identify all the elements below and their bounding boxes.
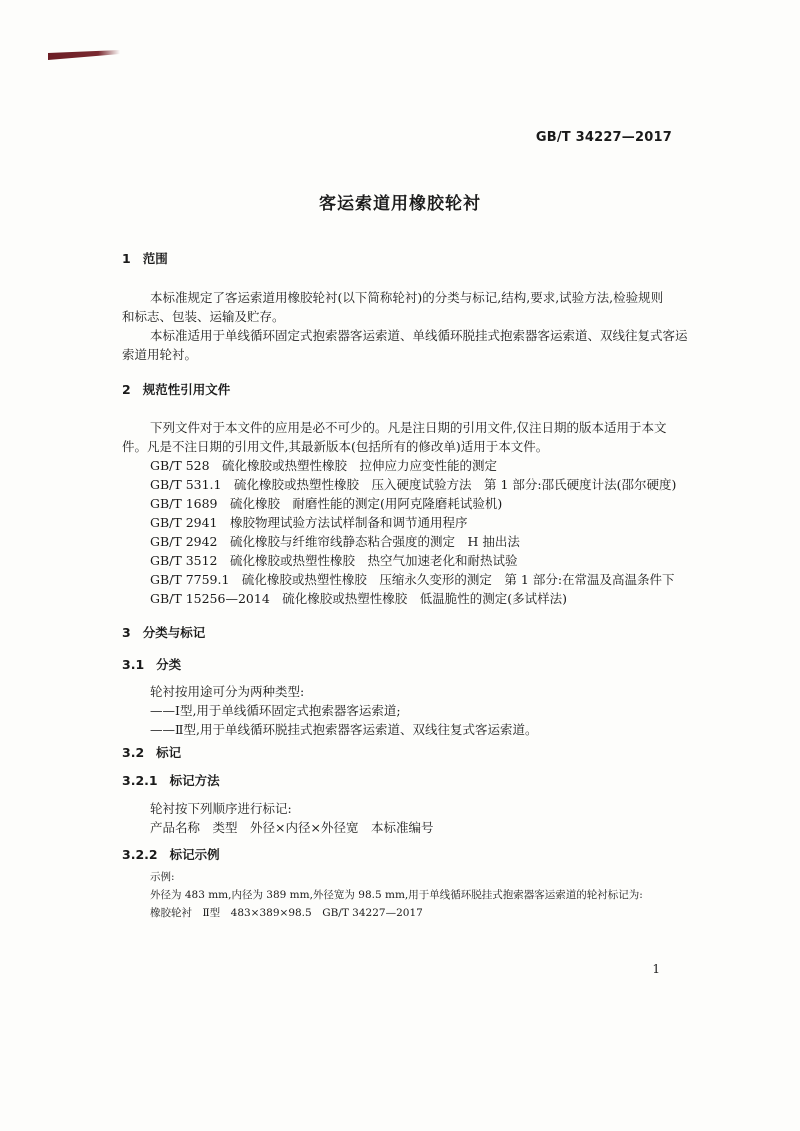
refs-intro-line1: 下列文件对于本文件的应用是必不可少的。凡是注日期的引用文件,仅注日期的版本适用于本文: [150, 420, 667, 435]
reference-item: GB/T 2942 硫化橡胶与纤维帘线静态粘合强度的测定 H 抽出法: [150, 534, 520, 549]
marking-method-line2: 产品名称 类型 外径×内径×外径宽 本标准编号: [150, 820, 434, 835]
scope-para1-line1: 本标准规定了客运索道用橡胶轮衬(以下简称轮衬)的分类与标记,结构,要求,试验方法,检验规则: [150, 290, 664, 305]
standard-number: GB/T 34227—2017: [535, 130, 672, 145]
subsection-title: 标记示例: [169, 847, 220, 862]
subsection-number: 3.2.2: [122, 847, 158, 862]
example-label: 示例:: [150, 871, 175, 883]
subsection-title: 标记: [156, 745, 182, 760]
example-line2: 橡胶轮衬 Ⅱ型 483×389×98.5 GB/T 34227—2017: [150, 907, 423, 919]
page-number: 1: [652, 962, 660, 976]
type-2-item: ——Ⅱ型,用于单线循环脱挂式抱索器客运索道、双线往复式客运索道。: [150, 722, 538, 737]
section-title: 规范性引用文件: [142, 382, 231, 397]
subsection-number: 3.2.1: [122, 773, 158, 788]
section-title: 范围: [142, 251, 168, 266]
section-2-heading: [122, 380, 230, 398]
reference-item: GB/T 15256—2014 硫化橡胶或热塑性橡胶 低温脆性的测定(多试样法): [150, 591, 568, 606]
reference-item: GB/T 3512 硫化橡胶或热塑性橡胶 热空气加速老化和耐热试验: [150, 553, 518, 568]
section-3-heading: [122, 623, 205, 641]
subsection-number: 3.1: [122, 657, 145, 672]
type-1-item: ——Ⅰ型,用于单线循环固定式抱索器客运索道;: [150, 703, 401, 718]
section-title: 分类与标记: [142, 625, 206, 640]
subsection-3-2-heading: [122, 743, 181, 761]
reference-item: GB/T 531.1 硫化橡胶或热塑性橡胶 压入硬度试验方法 第 1 部分:邵氏硬度计法(邵尔硬度): [150, 477, 677, 492]
reference-item: GB/T 7759.1 硫化橡胶或热塑性橡胶 压缩永久变形的测定 第 1 部分:在常温及高温条件下: [150, 572, 675, 587]
reference-item: GB/T 2941 橡胶物理试验方法试样制备和调节通用程序: [150, 515, 468, 530]
section-number: 1: [122, 251, 131, 266]
subsection-title: 标记方法: [169, 773, 220, 788]
subsection-3-1-heading: [122, 655, 181, 673]
classification-intro: 轮衬按用途可分为两种类型:: [150, 684, 305, 699]
scope-para1-line2: 和标志、包装、运输及贮存。: [122, 309, 285, 324]
subsection-3-2-1-heading: [122, 771, 220, 789]
reference-item: GB/T 528 硫化橡胶或热塑性橡胶 拉伸应力应变性能的测定: [150, 458, 498, 473]
refs-intro-line2: 件。凡是不注日期的引用文件,其最新版本(包括所有的修改单)适用于本文件。: [122, 439, 549, 454]
scope-para2-line1: 本标准适用于单线循环固定式抱索器客运索道、单线循环脱挂式抱索器客运索道、双线往复式客运: [150, 328, 688, 343]
subsection-number: 3.2: [122, 745, 145, 760]
subsection-title: 分类: [156, 657, 182, 672]
scope-para2-line2: 索道用轮衬。: [122, 347, 198, 362]
subsection-3-2-2-heading: [122, 845, 220, 863]
document-title: 客运索道用橡胶轮衬: [319, 194, 481, 214]
reference-item: GB/T 1689 硫化橡胶 耐磨性能的测定(用阿克隆磨耗试验机): [150, 496, 503, 511]
example-line1: 外径为 483 mm,内径为 389 mm,外径宽为 98.5 mm,用于单线循环脱挂式抱索器客运索道的轮衬标记为:: [150, 889, 643, 901]
marking-method-line1: 轮衬按下列顺序进行标记:: [150, 801, 292, 816]
scan-corner-mark: [48, 50, 120, 60]
section-1-heading: [122, 249, 168, 267]
section-number: 3: [122, 625, 131, 640]
section-number: 2: [122, 382, 131, 397]
